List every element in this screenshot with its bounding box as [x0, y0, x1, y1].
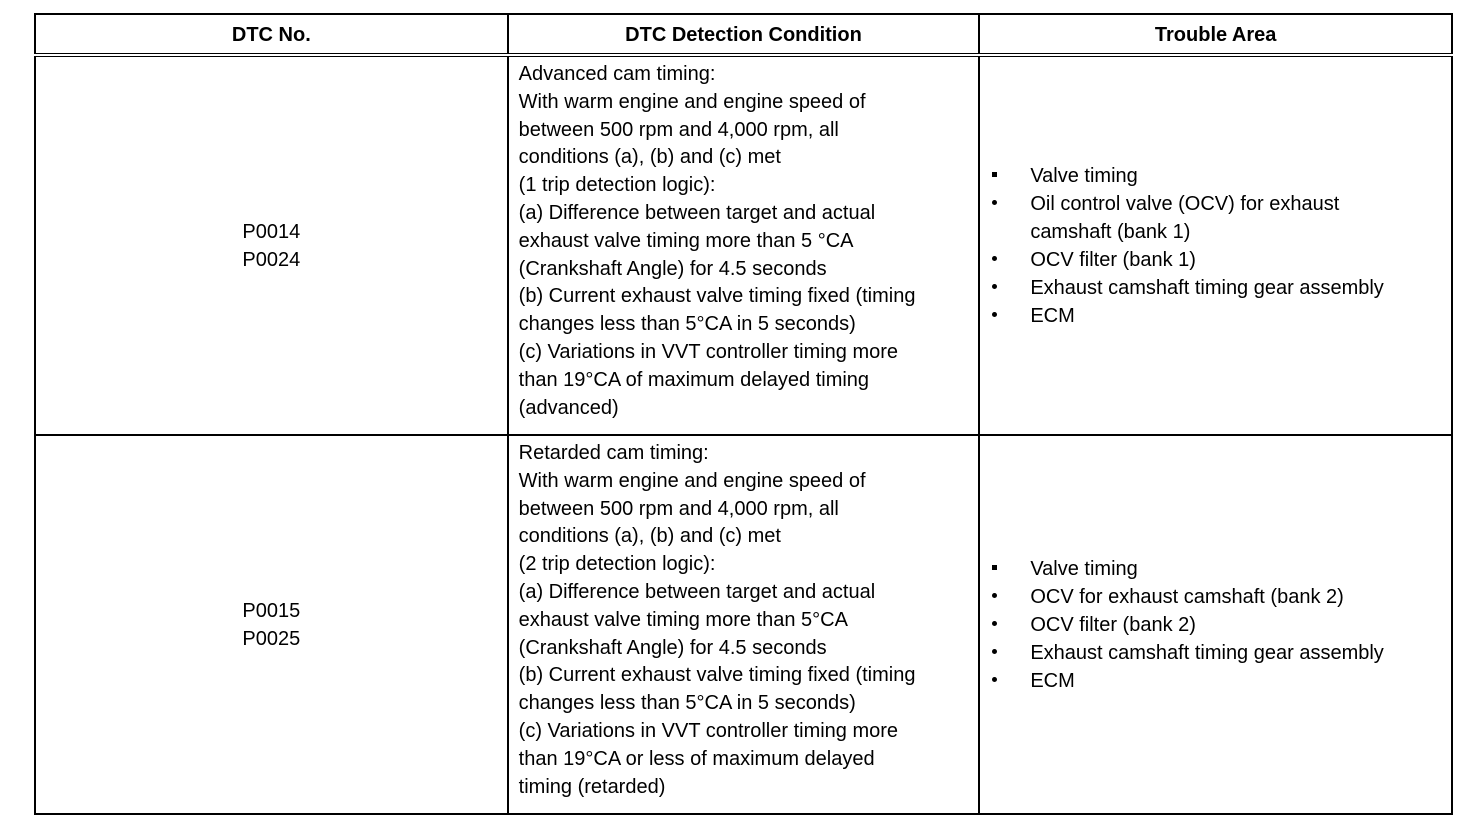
trouble-area-text: Valve timing — [1030, 164, 1138, 187]
dtc-code-cell — [35, 435, 508, 814]
dot-bullet-icon — [992, 667, 1004, 695]
condition-line: than 19°CA of maximum delayed timing — [518, 368, 870, 391]
header-row — [35, 14, 1452, 55]
condition-line: than 19°CA or less of maximum delayed — [518, 747, 875, 770]
dot-bullet-icon — [992, 246, 1004, 274]
condition-line: Advanced cam timing: — [518, 63, 716, 85]
table-row — [35, 435, 1452, 814]
list-item — [992, 246, 1451, 274]
header-trouble-area: Trouble Area — [979, 14, 1452, 55]
list-item — [992, 274, 1451, 302]
condition-line: (2 trip detection logic): — [518, 553, 716, 576]
condition-line: conditions (a), (b) and (c) met — [518, 525, 781, 548]
dot-bullet-icon — [992, 302, 1004, 330]
list-item — [992, 611, 1451, 639]
detection-condition-cell — [508, 55, 980, 435]
dot-bullet-icon — [992, 639, 1004, 667]
table-body — [35, 55, 1452, 814]
trouble-area-text: OCV for exhaust camshaft (bank 2) — [1030, 585, 1344, 608]
condition-line: changes less than 5°CA in 5 seconds) — [518, 692, 856, 715]
trouble-area-text: ECM — [1030, 669, 1075, 692]
trouble-area-text: ECM — [1030, 304, 1075, 327]
trouble-area-text: Valve timing — [1030, 557, 1138, 580]
dot-bullet-icon — [992, 583, 1004, 611]
header-detection-condition: DTC Detection Condition — [508, 14, 980, 55]
condition-line: (Crankshaft Angle) for 4.5 seconds — [518, 636, 827, 659]
dot-bullet-icon — [992, 611, 1004, 639]
condition-line: timing (retarded) — [518, 775, 666, 798]
trouble-area-text: Exhaust camshaft timing gear assembly — [1030, 641, 1384, 664]
condition-line: (a) Difference between target and actual — [518, 580, 876, 603]
trouble-area-list — [980, 162, 1451, 330]
trouble-area-list — [980, 555, 1451, 695]
condition-line: With warm engine and engine speed of — [518, 90, 866, 113]
square-bullet-icon — [992, 162, 1004, 190]
condition-line: With warm engine and engine speed of — [518, 469, 866, 492]
trouble-area-cell — [979, 55, 1452, 435]
list-item — [992, 555, 1451, 583]
list-item — [992, 583, 1451, 611]
condition-line: exhaust valve timing more than 5 °CA — [518, 229, 854, 252]
condition-line: (Crankshaft Angle) for 4.5 seconds — [518, 257, 827, 280]
condition-line: exhaust valve timing more than 5°CA — [518, 608, 848, 631]
table-row — [35, 55, 1452, 435]
list-item — [992, 639, 1451, 667]
list-item — [992, 302, 1451, 330]
condition-line: (c) Variations in VVT controller timing more — [518, 719, 899, 742]
dtc-code: P0015 — [242, 599, 301, 622]
dtc-code: P0014 — [242, 220, 301, 243]
list-item — [992, 162, 1451, 190]
condition-line: changes less than 5°CA in 5 seconds) — [518, 313, 856, 336]
dtc-code: P0024 — [242, 248, 301, 271]
list-item — [992, 190, 1451, 246]
dtc-code-cell — [35, 55, 508, 435]
trouble-area-text: OCV filter (bank 1) — [1030, 248, 1196, 271]
condition-line: between 500 rpm and 4,000 rpm, all — [518, 118, 839, 141]
trouble-area-text: Oil control valve (OCV) for exhaust — [1030, 192, 1340, 215]
dot-bullet-icon — [992, 274, 1004, 302]
condition-line: Retarded cam timing: — [518, 442, 709, 464]
square-bullet-icon — [992, 555, 1004, 583]
condition-line: (c) Variations in VVT controller timing more — [518, 340, 899, 363]
table-header — [35, 14, 1452, 55]
trouble-area-text: camshaft (bank 1) — [1030, 220, 1191, 243]
dot-bullet-icon — [992, 190, 1004, 218]
condition-line: (1 trip detection logic): — [518, 174, 716, 197]
detection-condition-cell — [508, 435, 980, 814]
condition-line: conditions (a), (b) and (c) met — [518, 146, 781, 169]
dtc-table — [34, 13, 1453, 815]
trouble-area-cell — [979, 435, 1452, 814]
condition-line: between 500 rpm and 4,000 rpm, all — [518, 497, 839, 520]
list-item — [992, 667, 1451, 695]
condition-line: (a) Difference between target and actual — [518, 201, 876, 224]
trouble-area-text: OCV filter (bank 2) — [1030, 613, 1196, 636]
trouble-area-text: Exhaust camshaft timing gear assembly — [1030, 276, 1384, 299]
condition-line: (advanced) — [518, 396, 619, 419]
header-dtc-no: DTC No. — [35, 14, 508, 55]
dtc-code: P0025 — [242, 627, 301, 650]
condition-line: (b) Current exhaust valve timing fixed (timing — [518, 285, 916, 308]
condition-line: (b) Current exhaust valve timing fixed (timing — [518, 664, 916, 687]
